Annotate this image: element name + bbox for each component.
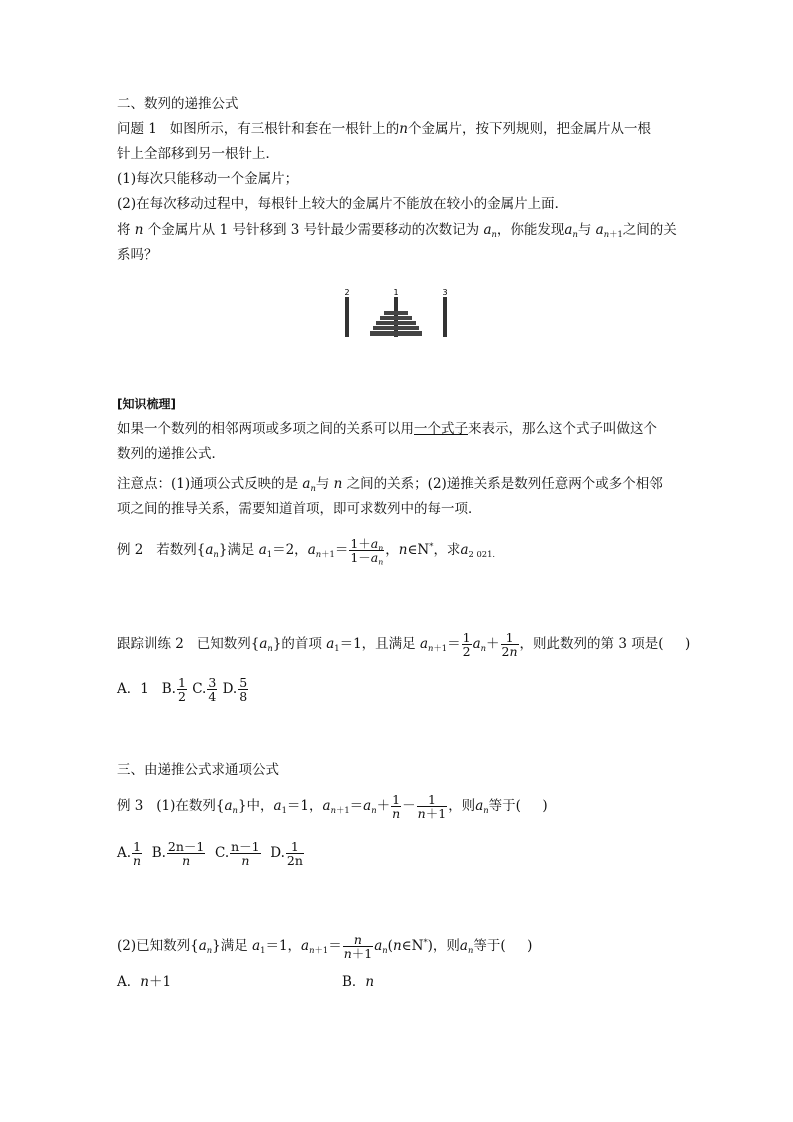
sub-target: 2 021. <box>468 548 496 559</box>
problem-1-line-6 <box>117 243 683 268</box>
fraction <box>207 676 217 703</box>
var-n: n <box>333 476 343 492</box>
text: }满足 <box>212 938 248 954</box>
text: 系吗？ <box>117 247 158 263</box>
option-b: B． <box>342 974 366 990</box>
knowledge-p1 <box>117 417 683 442</box>
text: 已知数列{ <box>196 636 260 652</box>
numerator: 5 <box>239 674 248 690</box>
peg-label-3: 3 <box>442 288 448 297</box>
knowledge-title <box>117 392 683 417</box>
sub-n: n <box>310 482 316 493</box>
underlined-term: 一个式子 <box>414 421 468 437</box>
numerator: 1 <box>501 631 519 645</box>
disc-3 <box>376 321 416 325</box>
example-label: 例 2 <box>117 542 144 558</box>
knowledge-p1-cont <box>117 442 683 467</box>
text: (1)每次只能移动一个金属片； <box>117 171 299 187</box>
problem-1-line-5: 将 n 个金属片从 1 号针移到 3 号针最少需要移动的次数记为 $a_n$，你能发现$a_n$与 $a_{n+1}$之间的关 <box>117 222 677 239</box>
text: ＝1， <box>286 798 323 814</box>
text: 之间的关系；(2)递推关系是数列任意两个或多个相邻 <box>346 476 663 492</box>
knowledge-note-cont <box>117 497 683 522</box>
hanoi-figure <box>335 283 455 343</box>
option-c: C. <box>192 681 207 697</box>
text: ) <box>542 798 548 814</box>
fraction: $\frac{1+a_n}{1-a_n}$ <box>350 535 384 567</box>
fraction: $\frac{1}{2n}$ <box>501 629 518 659</box>
option-a: A．n＋1 <box>117 974 172 990</box>
option-d: D. <box>222 681 238 697</box>
numerator: 1 <box>392 791 401 807</box>
text: 项之间的推导关系，需要知道首项，即可求数列中的每一项． <box>117 501 482 517</box>
section-title-text: 二、数列的递推公式 <box>117 96 239 112</box>
example-3-part-1-options <box>117 836 683 870</box>
fraction <box>238 676 248 703</box>
var-a: a <box>302 476 311 492</box>
denominator: 2n <box>286 853 303 868</box>
peg-2 <box>345 297 349 337</box>
peg-label-2: 2 <box>344 288 350 297</box>
denominator: 2 <box>462 644 471 659</box>
var-a: a <box>595 222 604 238</box>
fraction <box>177 676 187 703</box>
text: 如图所示，有三根针和套在一根针上的 <box>169 121 400 137</box>
fraction: $\frac{1}{n}$ <box>133 838 142 868</box>
text: 针上全部移到另一根针上． <box>117 146 279 162</box>
numerator: n－1 <box>231 838 260 854</box>
text: ＋ <box>486 636 500 652</box>
tracking-exercise-2: 跟踪训练 2 已知数列$\{a_n\}$的首项 $a_1=1$，且满足 $a_{n+1}=$ $\frac{1}{2}$ $a_n+$ $\frac{1}{2n}$ ，则此数列的第 3 项是( ) <box>117 629 691 659</box>
var-n: n <box>399 121 408 137</box>
text: 之间的关 <box>622 222 677 238</box>
exercise-label: 跟踪训练 2 <box>117 636 184 652</box>
denominator-tail: ＋1 <box>351 946 373 961</box>
text: }满足 <box>218 542 255 558</box>
example-3-part-2-options: A．n＋1 B．n <box>117 970 683 995</box>
var-a: a <box>564 222 573 238</box>
option-a: A．1 <box>117 681 149 697</box>
text: ，则 <box>432 938 460 954</box>
tracking-exercise-2-options <box>117 672 683 706</box>
option-c: C. <box>214 845 230 861</box>
option-d: D. <box>270 845 285 861</box>
var-n: n <box>134 222 144 238</box>
text: ，则此数列的第 3 项是( <box>519 636 664 652</box>
disc-1 <box>384 311 408 315</box>
text: ＝ <box>349 798 364 814</box>
sub-n: n <box>572 228 578 239</box>
disc-5 <box>370 331 422 336</box>
numerator: 1 <box>286 840 304 854</box>
text: ∈N <box>407 542 430 558</box>
fraction <box>462 631 472 658</box>
disc-4 <box>373 326 419 330</box>
denominator: 2 <box>501 644 510 659</box>
section-title <box>117 758 683 783</box>
text: ＋1 <box>148 974 172 990</box>
example-3-part-1: 例 3 (1)在数列$\{a_n\}$中，$a_1=1$，$a_{n+1}=a_n+$ $\frac{1}{n}$ － $\frac{1}{n+1}$ ，则$a_n$等于( ) <box>117 791 548 821</box>
rule-1 <box>117 167 683 192</box>
rule-2 <box>117 192 683 217</box>
text: 如果一个数列的相邻两项或多项之间的关系可以用 <box>117 421 414 437</box>
numerator: 1 <box>417 793 448 807</box>
fraction: $\frac{1}{n}$ <box>392 791 401 821</box>
text: A． <box>117 974 141 990</box>
text: － <box>402 798 416 814</box>
fraction <box>286 840 304 867</box>
numerator: 2n－1 <box>167 838 205 854</box>
text: ＝ <box>334 542 349 558</box>
text: ＋ <box>376 798 391 814</box>
peg-label-1: 1 <box>393 288 399 297</box>
example-3-part-2: (2)已知数列$\{a_n\}$满足 $a_1=1$，$a_{n+1}=$ $\frac{n}{n+1}$ $a_n(n\in N^*)$，则$a_n$等于( ) <box>117 931 533 961</box>
numerator: 1 <box>177 674 186 690</box>
text: (1)在数列{ <box>156 798 225 814</box>
text: ) <box>527 938 533 954</box>
fraction: $\frac{n-1}{n}$ <box>231 838 260 868</box>
option-a: A. <box>117 845 132 861</box>
knowledge-note <box>117 472 683 497</box>
problem-1-line-1 <box>117 117 683 142</box>
denominator: 4 <box>208 689 217 704</box>
section-title-text: 三、由递推公式求通项公式 <box>117 762 279 778</box>
text: ＝1， <box>265 938 302 954</box>
example-2: 例 2 若数列$\{a_n\}$满足 $a_1=2$，$a_{n+1}=$ $\frac{1+a_n}{1-a_n}$ ，n∈N*，求$a_{2 021.}$ <box>117 535 496 567</box>
text: 来表示，那么这个式子叫做这个 <box>468 421 657 437</box>
example-label: 例 3 <box>117 798 144 814</box>
text: 将 <box>117 222 131 238</box>
text: ∈N <box>401 938 424 954</box>
text: ，你能发现 <box>496 222 565 238</box>
option-b: B. <box>151 845 166 861</box>
fraction: $\frac{1}{n+1}$ <box>417 791 447 821</box>
text: 个金属片，按下列规则，把金属片从一根 <box>407 121 651 137</box>
text: ＝1，且满足 <box>339 636 416 652</box>
problem-1-line-2 <box>117 142 683 167</box>
text: 数列的递推公式． <box>117 446 225 462</box>
text: 与 <box>315 476 330 492</box>
text: ＝ <box>447 636 461 652</box>
text: ＝2， <box>272 542 308 558</box>
text: ＝ <box>328 938 342 954</box>
text: [知识梳理] <box>117 397 176 411</box>
text: 等于( <box>488 798 521 814</box>
text: 个金属片从 1 号针移到 3 号针最少需要移动的次数记为 <box>147 222 480 238</box>
text: (2)在每次移动过程中，每根针上较大的金属片不能放在较小的金属片上面． <box>117 196 569 212</box>
numerator: 1 <box>133 838 142 854</box>
text: (2)已知数列{ <box>117 938 199 954</box>
denominator: 2 <box>177 689 186 704</box>
text: ，则 <box>448 798 476 814</box>
text: }的首项 <box>272 636 322 652</box>
fraction: $\frac{n}{n+1}$ <box>343 931 373 961</box>
option-b: B. <box>161 681 176 697</box>
text: 注意点：(1)通项公式反映的是 <box>117 476 299 492</box>
denominator: 8 <box>239 689 248 704</box>
denominator-tail: ＋1 <box>425 806 447 821</box>
text: 若数列{ <box>156 542 206 558</box>
sub-n: n <box>491 228 497 239</box>
numerator: 3 <box>208 674 217 690</box>
text: 等于( <box>473 938 506 954</box>
fraction: $\frac{2n-1}{n}$ <box>167 838 205 868</box>
text: ) <box>684 636 691 652</box>
var-a: a <box>483 222 492 238</box>
sub-n: n <box>603 228 610 239</box>
text: ，求 <box>433 542 461 558</box>
peg-3 <box>443 297 447 337</box>
problem-label: 问题 1 <box>117 121 157 137</box>
text: }中， <box>237 798 274 814</box>
numerator: 1 <box>462 629 471 645</box>
disc-2 <box>380 316 412 320</box>
text: 与 <box>577 222 592 238</box>
section-title <box>117 92 683 117</box>
denominator: 1－ <box>350 550 371 565</box>
numerator: 1＋ <box>350 535 371 551</box>
